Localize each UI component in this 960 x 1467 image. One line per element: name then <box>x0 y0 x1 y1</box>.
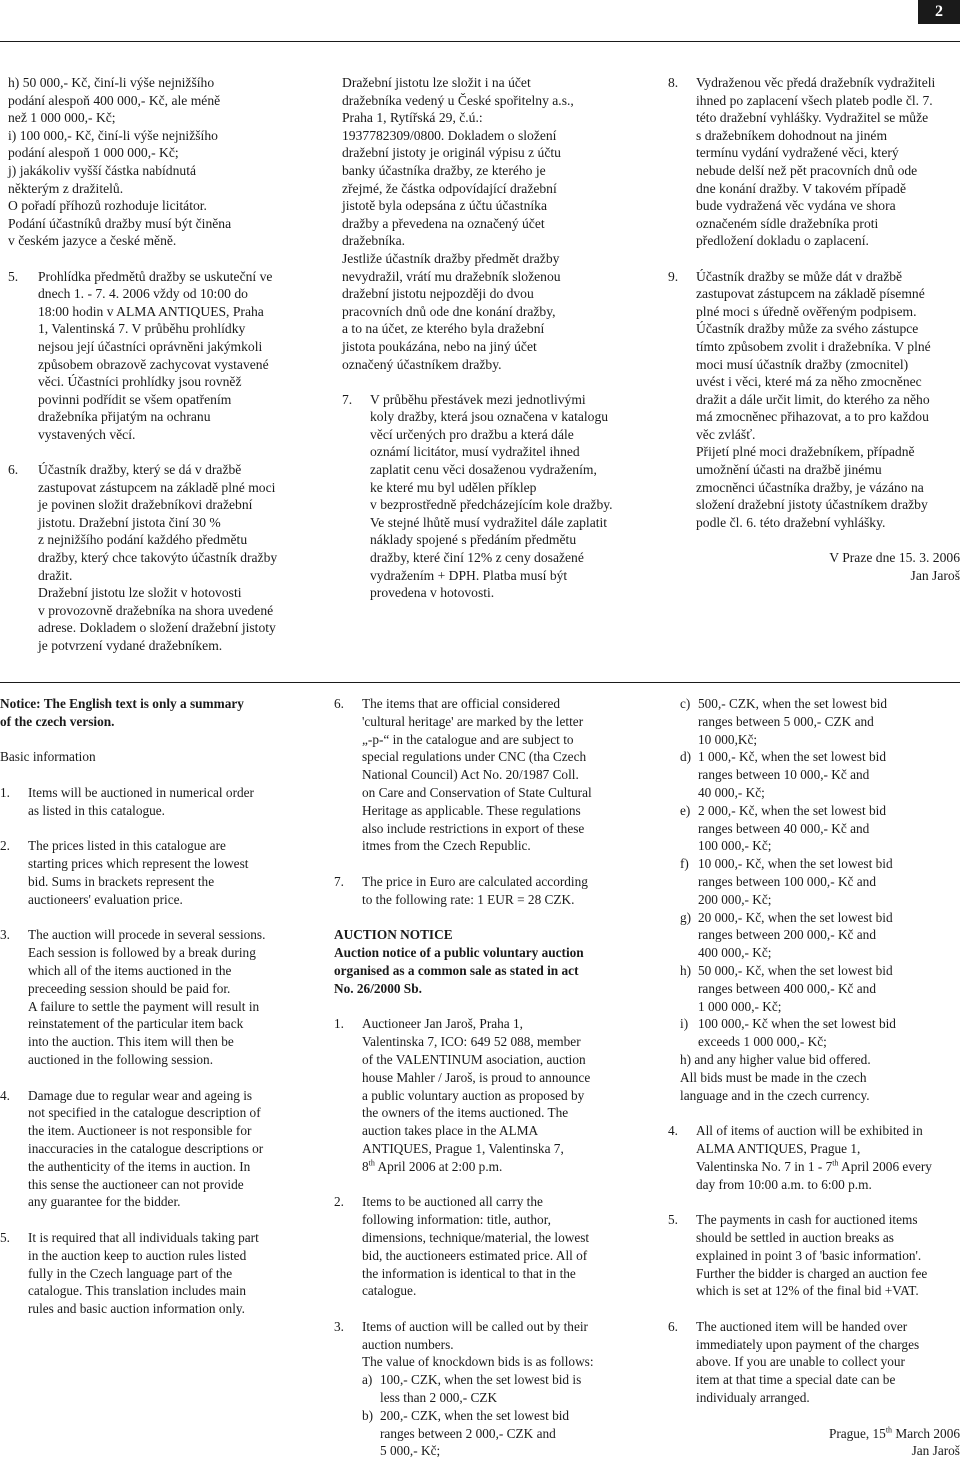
item-text-line: inaccuracies in the catalogue descriptions or <box>28 1140 264 1156</box>
bid-step-line: exceeds 1 000 000,- Kč; <box>698 1034 827 1050</box>
item-text-line: v českém jazyce a české měně. <box>8 233 177 249</box>
top-rule <box>0 41 960 42</box>
item-text-line: dražební jistoty je originál výpisu z účtu <box>342 145 561 161</box>
item-text-line: on Care and Conservation of State Cultural <box>362 784 592 800</box>
item-text-line: vystavených věcí. <box>38 426 136 442</box>
item-text-line: této dražební vyhlášky. Vydražitel se může <box>696 110 929 126</box>
item-text-line: fully in the Czech language part of the <box>28 1265 233 1281</box>
bid-step-line: 10 000,- Kč, when the set lowest bid <box>698 856 893 872</box>
item-text-line: Dražební jistotu lze složit i na účet <box>342 75 531 90</box>
item-text-line: Heritage as applicable. These regulations <box>362 802 581 818</box>
bid-step-line: ranges between 400 000,- Kč and <box>698 980 876 996</box>
item-text-line: j) jakákoliv vyšší částka nabídnutá <box>8 162 197 178</box>
english-column-3 <box>668 695 960 1460</box>
item-text-line: zřejmé, že částka odpovídající dražební <box>342 180 557 196</box>
item-text-line: adrese. Dokladem o složení dražební jistoty <box>38 620 276 636</box>
item-text-line: in the auction keep to auction rules listed <box>28 1247 247 1263</box>
bid-step-item <box>680 909 960 962</box>
item-text-line: dražebníka. <box>342 233 406 249</box>
bid-step-line: 200,- CZK, when the set lowest bid <box>380 1407 570 1423</box>
item-text-line: A failure to settle the payment will result in <box>28 998 260 1014</box>
item-text-line: umožnění účasti na dražbě jinému <box>696 462 882 478</box>
bid-step-item <box>680 1015 960 1051</box>
item-number: 3. <box>0 927 10 943</box>
item-text-line: vydražením + DPH. Platba musí být <box>370 567 568 583</box>
item-text-line: into the auction. This item will then be <box>28 1034 234 1050</box>
item-text-line: V průběhu přestávek mezi jednotlivými <box>370 391 586 407</box>
bid-step-label: d) <box>680 749 692 765</box>
item-text-line: 'cultural heritage' are marked by the letter <box>362 713 584 729</box>
item-text-line: The prices listed in this catalogue are <box>28 838 226 854</box>
item-text-line: catalogue. <box>362 1283 417 1299</box>
bid-step-item <box>680 695 960 748</box>
item-text-line: 1, Valentinská 7. V průběhu prohlídky <box>38 321 246 337</box>
item-text-line: dne konání dražby. V takovém případě <box>696 180 907 196</box>
item-text-line: uvést i věci, které má za něho zmocněnec <box>696 374 922 390</box>
item-text-line: not specified in the catalogue description of <box>28 1105 261 1121</box>
item-text-line: dražby a převedena na označený účet <box>342 215 545 231</box>
bid-step-item <box>362 1407 644 1460</box>
item-text-line: preceeding session should be paid for. <box>28 980 231 996</box>
section-divider <box>0 682 960 683</box>
item-text-line: Further the bidder is charged an auction fee <box>696 1265 928 1281</box>
item-text-line: dražebníka přijatým na ochranu <box>38 409 211 425</box>
item-text-line: moci musí účastník dražby (zmocnitel) <box>696 356 909 372</box>
bid-step-line: 100 000,- Kč when the set lowest bid <box>698 1016 896 1032</box>
item-text-line: „-p-“ in the catalogue and are subject to <box>362 731 574 747</box>
basic-info-heading: Basic information <box>0 749 96 765</box>
bid-step-label: h) <box>680 962 692 978</box>
bid-step-line: ranges between 2 000,- CZK and <box>380 1425 556 1441</box>
item-number: 4. <box>0 1087 10 1103</box>
bid-step-line: 40 000,- Kč; <box>698 784 765 800</box>
item-number: 8. <box>668 75 679 90</box>
item-text-line: nevydražil, vrátí mu dražebník složenou <box>342 268 561 284</box>
item-text-line: i) 100 000,- Kč, činí-li výše nejnižšího <box>8 127 218 143</box>
bid-step-line: 500,- CZK, when the set lowest bid <box>698 696 888 711</box>
bid-step-item <box>680 802 960 855</box>
item-text-line: z nejnižšího podání každého předmětu <box>38 532 248 548</box>
item-text-line: Vydraženou věc předá dražebník vydražiteli <box>696 75 936 90</box>
item-text-line: oznámí licitátor, musí vydražitel ihned <box>370 444 580 460</box>
bid-step-line: ranges between 40 000,- Kč and <box>698 820 870 836</box>
bid-step-item <box>680 962 960 1015</box>
item-text-line: banky účastníka dražby, ze kterého je <box>342 162 546 178</box>
numbered-item <box>8 461 308 655</box>
bid-step-line: ranges between 100 000,- Kč and <box>698 873 876 889</box>
item-number: 1. <box>0 784 10 800</box>
czech-column-3 <box>668 74 960 584</box>
bid-step-line: 5 000,- Kč; <box>380 1443 441 1459</box>
item-text-line: item at that time a special date can be <box>696 1372 896 1388</box>
numbered-item <box>334 1193 644 1300</box>
numbered-item <box>668 74 960 250</box>
item-text-line: Podání účastníků dražby musí být činěna <box>8 215 232 231</box>
item-text-line: dnech 1. - 7. 4. 2006 vždy od 10:00 do <box>38 286 248 302</box>
item-number: 6. <box>668 1318 678 1334</box>
numbered-item <box>334 873 644 909</box>
item-text-line: Ve stejné lhůtě musí vydražitel dále zaplatit <box>370 514 608 530</box>
item-text-line: which is set at 12% of the final bid +VAT. <box>696 1283 919 1299</box>
item-text-line: podání alespoň 1 000 000,- Kč; <box>8 145 179 161</box>
item-text-line: bid, the auctioneers estimated price. All of <box>362 1247 588 1263</box>
bid-step-label: g) <box>680 909 692 925</box>
item-text-line: this sense the auctioneer can not provide <box>28 1176 244 1192</box>
item-text-line: Items to be auctioned all carry the <box>362 1194 543 1210</box>
item-text-line: dražební jistotu nejpozději do dvou <box>342 286 534 302</box>
item-text-line: itmes from the Czech Republic. <box>362 838 531 854</box>
item-text-line: a public voluntary auction as proposed by <box>362 1087 585 1103</box>
item-text-line: některým z dražitelů. <box>8 180 124 196</box>
item-text-line: The value of knockdown bids is as follows: <box>362 1354 594 1370</box>
item-text-line: způsobem obrazově zachycovat vystavené <box>38 356 269 372</box>
item-text-line: bude vydražená věc vydána ve shora <box>696 198 896 214</box>
item-text-line: podání alespoň 400 000,- Kč, ale méně <box>8 92 221 108</box>
item-text-line: v bezprostředně předcházejícím kole dražby. <box>370 497 613 513</box>
item-text-line: of the VALENTINUM asociation, auction <box>362 1051 586 1067</box>
item-text-line: v provozovně dražebníka na shora uvedené <box>38 602 274 618</box>
bid-step-line: less than 2 000,- CZK <box>380 1390 498 1406</box>
bid-step-line: 20 000,- Kč, when the set lowest bid <box>698 909 893 925</box>
item-text-line: dražit. <box>38 567 73 583</box>
item-text-line: koly dražby, která jsou označena v katalogu <box>370 409 609 425</box>
item-number: 5. <box>8 268 19 284</box>
item-text-line: 18:00 hodin v ALMA ANTIQUES, Praha <box>38 303 264 319</box>
item-text-line: Účastník dražby se může dát v dražbě <box>696 268 903 284</box>
numbered-item <box>0 837 310 908</box>
item-text-line: The items that are official considered <box>362 696 561 711</box>
bid-step-label: i) <box>680 1016 689 1032</box>
item-text-line: bid. Sums in brackets represent the <box>28 873 215 889</box>
item-text-line: jistotu. Dražební jistota činí 30 % <box>38 514 221 530</box>
item-text-line: náklady spojené s předáním předmětu <box>370 532 577 548</box>
numbered-item <box>668 1318 960 1407</box>
bid-step-line: ranges between 5 000,- CZK and <box>698 713 874 729</box>
english-column-2 <box>334 695 644 1460</box>
item-text-line: the information is identical to that in the <box>362 1265 576 1281</box>
item-number: 2. <box>0 838 10 854</box>
bid-step-label: a) <box>362 1372 373 1388</box>
item-text-line: h) 50 000,- Kč, činí-li výše nejnižšího <box>8 75 215 90</box>
notice-line: of the czech version. <box>0 713 115 729</box>
numbered-item <box>0 1229 310 1318</box>
item-text-line: ANTIQUES, Prague 1, Valentinska 7, <box>362 1140 564 1156</box>
item-number: 4. <box>668 1123 678 1139</box>
bid-step-line: 100 000,- Kč; <box>698 838 772 854</box>
item-text-line: ke které mu byl udělen příklep <box>370 479 537 495</box>
bid-step-line: 400 000,- Kč; <box>698 945 772 961</box>
item-text-line: auctioneers' evaluation price. <box>28 891 183 907</box>
item-text-line: Auctioneer Jan Jaroš, Praha 1, <box>362 1016 523 1032</box>
item-text-line: termínu vydání vydražené věci, který <box>696 145 899 161</box>
item-text-line: Each session is followed by a break during <box>28 945 256 961</box>
item-text-line: zastupovat zástupcem na základě písemné <box>696 286 925 302</box>
item-number: 6. <box>334 696 344 711</box>
item-text-line: The auctioned item will be handed over <box>696 1318 908 1334</box>
numbered-item <box>334 1015 644 1175</box>
item-text-line: Účastník dražby, který se dá v dražbě <box>38 462 242 478</box>
item-text-line: starting prices which represent the lowest <box>28 856 249 872</box>
item-number: 1. <box>334 1016 344 1032</box>
item-text-line: dražby, který chce takovýto účastník dražby <box>38 550 278 566</box>
numbered-item <box>668 1211 960 1300</box>
item-text-line: má zmocněnec přihazovat, a to pro každou <box>696 409 929 425</box>
item-text-line: O pořadí příhozů rozhoduje licitátor. <box>8 198 207 214</box>
item-text-line: the item. Auctioneer is not responsible for <box>28 1123 252 1139</box>
item-text-line: zmocněnci účastníka dražby, je vázáno na <box>696 479 924 495</box>
auction-notice-subheading: Auction notice of a public voluntary auction organised as a common sale as stated in act No. 26/2000 Sb. <box>334 945 584 996</box>
item-text-line: Dražební jistotu lze složit v hotovosti <box>38 585 242 601</box>
item-text-line: to the following rate: 1 EUR = 28 CZK. <box>362 891 575 907</box>
item-text-line: individualy arranged. <box>696 1390 810 1406</box>
item-text-line: zastupovat zástupcem na základě plné moci <box>38 479 276 495</box>
item-text-line: any guarantee for the bidder. <box>28 1194 181 1210</box>
item-text-line: podle čl. 6. této dražební vyhlášky. <box>696 514 886 530</box>
bid-tail-line: All bids must be made in the czech <box>680 1069 867 1085</box>
item-text-line: věci. Účastníci prohlídky jsou rovněž <box>38 374 242 390</box>
item-text-line: ihned po zaplacení všech plateb podle čl. 7. <box>696 92 933 108</box>
item-text-line: special regulations under CNC (tha Czech <box>362 749 587 765</box>
item-number: 7. <box>334 873 344 889</box>
bid-step-label: f) <box>680 856 689 872</box>
item-text-line: dražebníka vedený u České spořitelny a.s., <box>342 92 574 108</box>
numbered-item <box>334 695 644 855</box>
numbered-item <box>334 1318 644 1371</box>
item-text-line: immediately upon payment of the charges <box>696 1336 920 1352</box>
bid-step-item <box>680 748 960 801</box>
bid-step-line: ranges between 200 000,- Kč and <box>698 927 876 943</box>
item-number: 5. <box>668 1212 678 1228</box>
item-text-line: Damage due to regular wear and ageing is <box>28 1087 253 1103</box>
english-column-1 <box>0 695 310 1336</box>
item-text-line: day from 10:00 a.m. to 6:00 p.m. <box>696 1176 872 1192</box>
item-text-line: National Council) Act No. 20/1987 Coll. <box>362 767 579 783</box>
bid-step-line: 200 000,- Kč; <box>698 891 772 907</box>
item-text-line: The payments in cash for auctioned items <box>696 1212 918 1228</box>
bid-step-line: ranges between 10 000,- Kč and <box>698 767 870 783</box>
bid-tail-line: h) and any higher value bid offered. <box>680 1051 871 1067</box>
item-text-line: auction numbers. <box>362 1336 454 1352</box>
item-number: 2. <box>334 1194 344 1210</box>
item-number: 9. <box>668 268 679 284</box>
item-text-line: auctioned in the following session. <box>28 1051 214 1067</box>
item-text-line: All of items of auction will be exhibited in <box>696 1123 923 1139</box>
numbered-item <box>8 268 308 444</box>
czech-column-1 <box>8 74 308 672</box>
numbered-item <box>668 1122 960 1193</box>
bid-tail-line: language and in the czech currency. <box>680 1087 870 1103</box>
item-text-line: složení dražební jistoty účastníkem dražby <box>696 497 928 513</box>
item-text-line: the owners of the items auctioned. The <box>362 1105 569 1121</box>
item-number: 3. <box>334 1318 344 1334</box>
bid-step-item <box>362 1371 644 1407</box>
item-number: 5. <box>0 1229 10 1245</box>
item-text-line: dražby, které činí 12% z ceny dosažené <box>370 550 584 566</box>
bid-step-line: 1 000 000,- Kč; <box>698 998 782 1014</box>
item-text-line: reinstatement of the particular item back <box>28 1016 244 1032</box>
auction-notice-heading: AUCTION NOTICE <box>334 927 453 943</box>
item-text-line: než 1 000 000,- Kč; <box>8 110 116 126</box>
item-text-line: nejsou její účastníci oprávněni jakýmkoli <box>38 338 263 354</box>
page-number: 2 <box>918 0 960 24</box>
item-text-line: tímto způsobem zvolit i dražebníka. V plné <box>696 338 931 354</box>
item-text-line: auction takes place in the ALMA <box>362 1123 539 1139</box>
item-text-line: a to na účet, ze kterého byla dražební <box>342 321 545 337</box>
item-text-line: je potvrzení vydané dražebníkem. <box>38 638 223 653</box>
bid-step-item <box>680 855 960 908</box>
item-text-line: following information: title, author, <box>362 1212 551 1228</box>
item-text-line: věcí určených pro dražbu a která dále <box>370 426 574 442</box>
bid-step-label: b) <box>362 1407 374 1423</box>
item-text-line: Valentinska No. 7 in 1 - 7th April 2006 every <box>696 1158 932 1174</box>
czech-place-date: V Praze dne 15. 3. 2006 <box>829 550 960 566</box>
item-text-line: the authenticity of the items in auction. In <box>28 1158 251 1174</box>
numbered-item <box>342 391 642 602</box>
item-text-line: předložení dokladu o zaplacení. <box>696 233 869 249</box>
item-text-line: should be settled in auction breaks as <box>696 1229 894 1245</box>
item-text-line: house Mahler / Jaroš, is proud to announce <box>362 1069 591 1085</box>
bid-step-line: 10 000,Kč; <box>698 731 758 747</box>
czech-signature: Jan Jaroš <box>910 567 960 583</box>
item-text-line: Praha 1, Rytířská 29, č.ú.: <box>342 110 483 126</box>
numbered-item <box>0 1087 310 1212</box>
notice-line: Notice: The English text is only a summary <box>0 696 244 711</box>
item-text-line: dimensions, technique/material, the lowest <box>362 1229 590 1245</box>
item-text-line: It is required that all individuals taking part <box>28 1229 259 1245</box>
item-text-line: povinni podřídit se všem opatřením <box>38 391 232 407</box>
item-text-line: nebude delší než pět pracovních dnů ode <box>696 162 918 178</box>
numbered-item <box>0 926 310 1068</box>
item-text-line: Items will be auctioned in numerical order <box>28 784 254 800</box>
item-text-line: Účastník dražby může za svého zástupce <box>696 321 919 337</box>
item-text-line: The price in Euro are calculated according <box>362 873 588 889</box>
item-text-line: Prohlídka předmětů dražby se uskuteční ve <box>38 268 273 284</box>
bid-step-label: e) <box>680 802 691 818</box>
item-text-line: Valentinska 7, ICO: 649 52 088, member <box>362 1034 581 1050</box>
item-text-line: Jestliže účastník dražby předmět dražby <box>342 250 560 266</box>
numbered-item <box>8 74 308 250</box>
item-text-line: označeném sídle dražebníka proti <box>696 215 879 231</box>
item-text-line: Přijetí plné moci dražebníkem, případně <box>696 444 915 460</box>
english-signature: Jan Jaroš <box>911 1443 960 1459</box>
item-text-line: věc zvlášť. <box>696 426 756 442</box>
item-text-line: above. If you are unable to collect your <box>696 1354 905 1370</box>
item-text-line: provedena v hotovosti. <box>370 585 495 601</box>
english-notice <box>0 695 310 731</box>
item-text-line: explained in point 3 of 'basic information'. <box>696 1247 922 1263</box>
item-text-line: Items of auction will be called out by their <box>362 1318 588 1334</box>
item-text-line: also include restrictions in export of these <box>362 820 585 836</box>
numbered-item <box>342 74 642 373</box>
item-text-line: The auction will procede in several sessions. <box>28 927 266 943</box>
item-text-line: označený účastníkem dražby. <box>342 356 502 372</box>
numbered-item <box>0 784 310 820</box>
item-text-line: jistotě byla odepsána z účtu účastníka <box>342 198 547 214</box>
item-number: 6. <box>8 462 19 478</box>
bid-step-label: c) <box>680 696 691 711</box>
item-text-line: 1937782309/0800. Dokladem o složení <box>342 127 557 143</box>
english-place-date: Prague, 15th March 2006 <box>828 1425 960 1441</box>
item-text-line: s dražebníkem dohodnout na jiném <box>696 127 888 143</box>
bid-step-line: 50 000,- Kč, when the set lowest bid <box>698 962 893 978</box>
item-text-line: rules and basic auction information only. <box>28 1301 246 1317</box>
item-text-line: catalogue. This translation includes main <box>28 1283 246 1299</box>
item-text-line: as listed in this catalogue. <box>28 802 166 818</box>
item-number: 7. <box>342 391 353 407</box>
bid-step-line: 1 000,- Kč, when the set lowest bid <box>698 749 886 765</box>
item-text-line: pracovních dnů ode dne konání dražby, <box>342 303 556 319</box>
item-text-line: which all of the items auctioned in the <box>28 962 232 978</box>
item-text-line: 8th April 2006 at 2:00 p.m. <box>362 1158 503 1174</box>
item-text-line: dražit a dále určit limit, do kterého za něho <box>696 391 930 407</box>
item-text-line: je povinen složit dražebníkovi dražební <box>38 497 253 513</box>
bid-step-line: 100,- CZK, when the set lowest bid is <box>380 1372 582 1388</box>
numbered-item <box>668 268 960 532</box>
item-text-line: zaplatit cenu věci dosaženou vydražením, <box>370 462 597 478</box>
czech-column-2 <box>342 74 642 619</box>
item-text-line: ALMA ANTIQUES, Prague 1, <box>696 1140 861 1156</box>
item-text-line: plné moci s úředně ověřeným podpisem. <box>696 303 917 319</box>
bid-step-line: 2 000,- Kč, when the set lowest bid <box>698 802 886 818</box>
item-text-line: jistota poukázána, nebo na jiný účet <box>342 338 537 354</box>
